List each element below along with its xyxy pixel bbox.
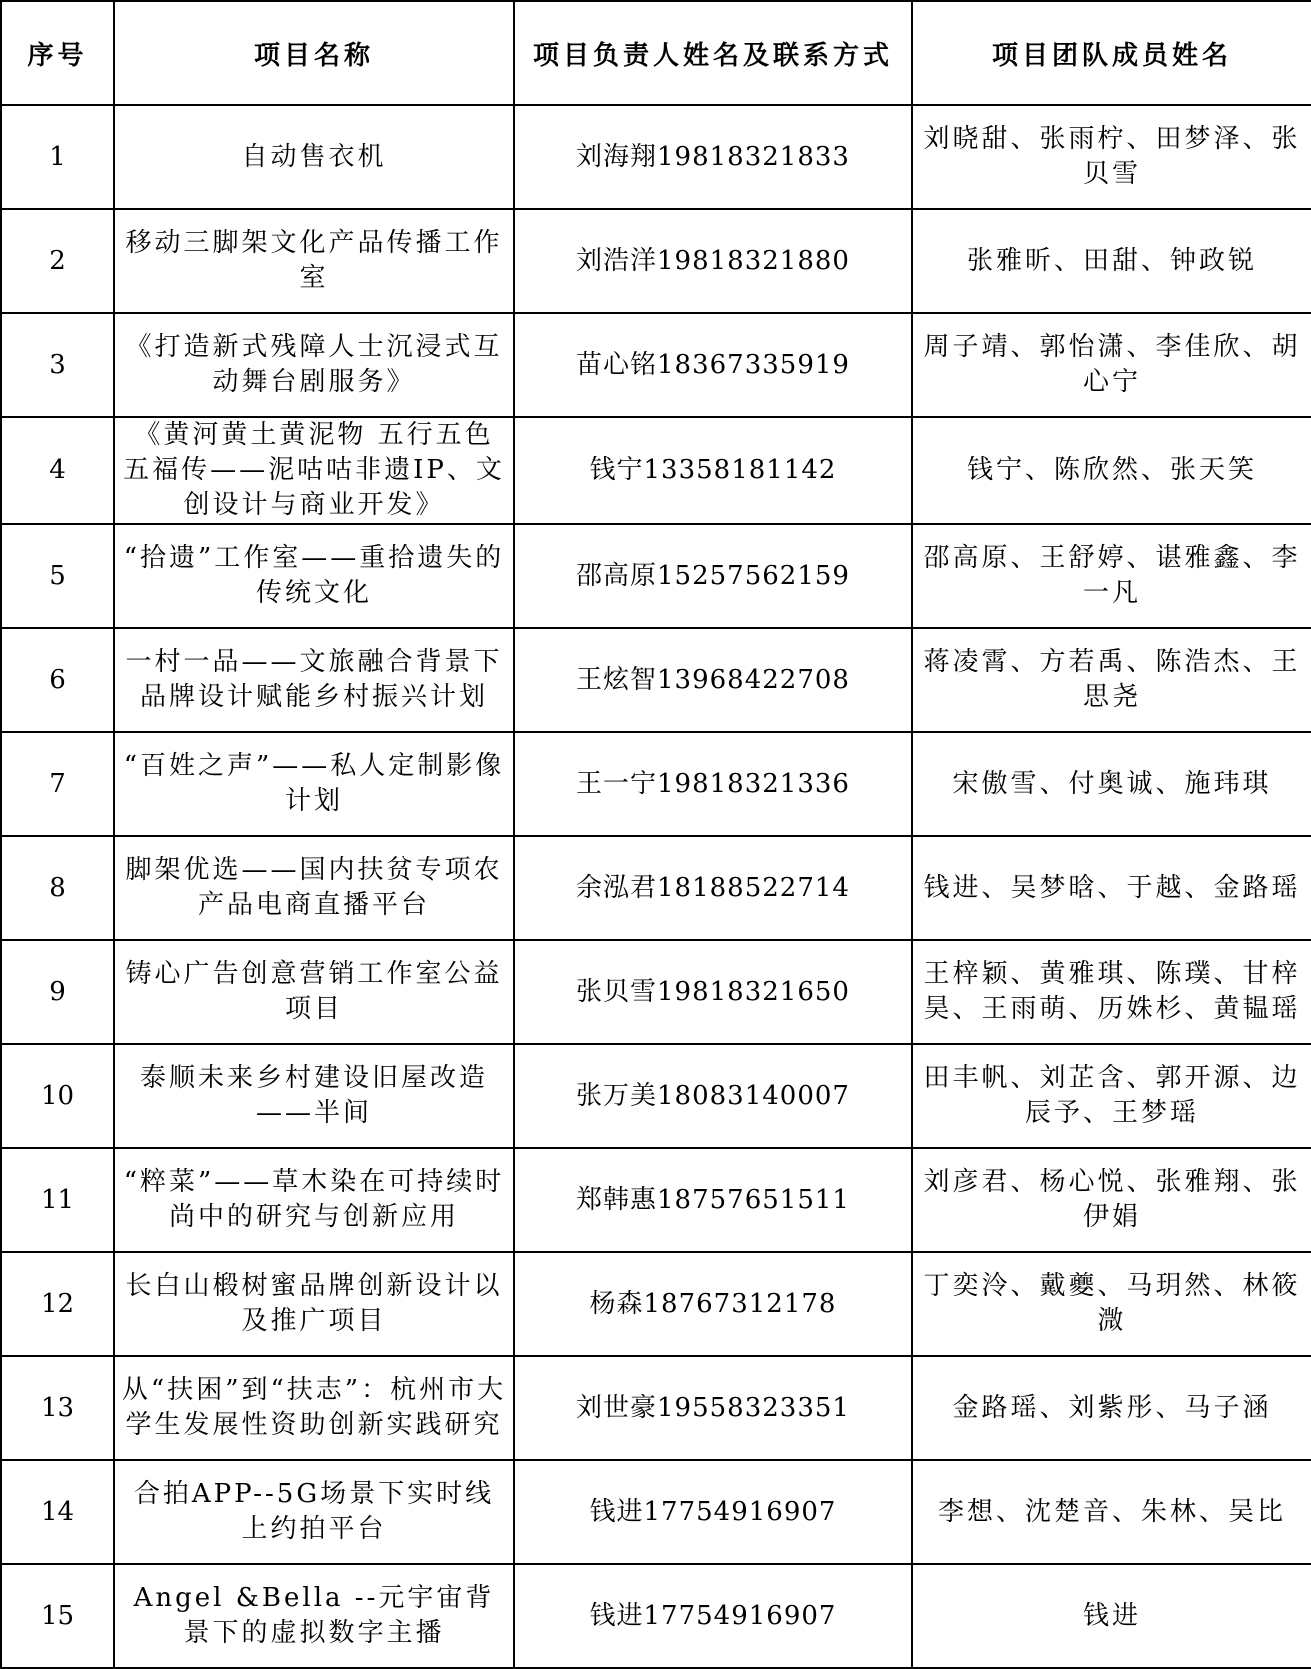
- team-members: 田丰帆、刘芷含、郭开源、边辰予、王梦瑶: [912, 1044, 1311, 1148]
- leader-contact: 郑韩惠18757651511: [514, 1148, 912, 1252]
- serial-number: 14: [1, 1460, 114, 1564]
- table-row: [1, 732, 1311, 836]
- team-members: 王梓颖、黄雅琪、陈璞、甘梓昊、王雨萌、历姝杉、黄韫瑶: [912, 940, 1311, 1044]
- team-members: 周子靖、郭怡潇、李佳欣、胡心宁: [912, 313, 1311, 417]
- project-name: “拾遗”工作室——重拾遗失的传统文化: [114, 524, 514, 628]
- team-members: 钱进、吴梦晗、于越、金路瑶: [912, 836, 1311, 940]
- leader-contact: 邵高原15257562159: [514, 524, 912, 628]
- serial-number: 5: [1, 524, 114, 628]
- leader-contact: 杨森18767312178: [514, 1252, 912, 1356]
- serial-number: 12: [1, 1252, 114, 1356]
- team-members: 宋傲雪、付奥诚、施玮琪: [912, 732, 1311, 836]
- team-members: 李想、沈楚音、朱林、吴比: [912, 1460, 1311, 1564]
- project-name: 《黄河黄土黄泥物 五行五色五福传——泥咕咕非遗IP、文创设计与商业开发》: [114, 417, 514, 524]
- header-row: [1, 1, 1311, 105]
- leader-contact: 刘海翔19818321833: [514, 105, 912, 209]
- table-row: [1, 524, 1311, 628]
- serial-number: 15: [1, 1564, 114, 1668]
- serial-number: 4: [1, 417, 114, 524]
- serial-number: 11: [1, 1148, 114, 1252]
- project-name: 《打造新式残障人士沉浸式互动舞台剧服务》: [114, 313, 514, 417]
- leader-contact: 王炫智13968422708: [514, 628, 912, 732]
- table-row: [1, 1356, 1311, 1460]
- leader-contact: 刘世豪19558323351: [514, 1356, 912, 1460]
- project-name: “粹菜”——草木染在可持续时尚中的研究与创新应用: [114, 1148, 514, 1252]
- serial-number: 13: [1, 1356, 114, 1460]
- project-name: “百姓之声”——私人定制影像计划: [114, 732, 514, 836]
- table-row: [1, 940, 1311, 1044]
- table-row: [1, 1252, 1311, 1356]
- team-members: 邵高原、王舒婷、谌雅鑫、李一凡: [912, 524, 1311, 628]
- serial-number: 3: [1, 313, 114, 417]
- team-members: 刘彦君、杨心悦、张雅翔、张伊娟: [912, 1148, 1311, 1252]
- serial-number: 9: [1, 940, 114, 1044]
- table-row: [1, 1460, 1311, 1564]
- table-row: [1, 313, 1311, 417]
- project-name: 自动售衣机: [114, 105, 514, 209]
- leader-contact: 刘浩洋19818321880: [514, 209, 912, 313]
- leader-contact: 钱宁13358181142: [514, 417, 912, 524]
- table-row: [1, 1148, 1311, 1252]
- serial-number: 10: [1, 1044, 114, 1148]
- project-name: 从“扶困”到“扶志”：杭州市大学生发展性资助创新实践研究: [114, 1356, 514, 1460]
- leader-contact: 钱进17754916907: [514, 1460, 912, 1564]
- leader-contact: 张万美18083140007: [514, 1044, 912, 1148]
- leader-contact: 余泓君18188522714: [514, 836, 912, 940]
- header-team-members: 项目团队成员姓名: [912, 1, 1311, 105]
- project-name: 泰顺未来乡村建设旧屋改造——半间: [114, 1044, 514, 1148]
- team-members: 钱宁、陈欣然、张天笑: [912, 417, 1311, 524]
- team-members: 金路瑶、刘紫彤、马子涵: [912, 1356, 1311, 1460]
- table-row: [1, 1564, 1311, 1668]
- table-row: [1, 209, 1311, 313]
- project-name: 铸心广告创意营销工作室公益项目: [114, 940, 514, 1044]
- serial-number: 2: [1, 209, 114, 313]
- table-row: [1, 1044, 1311, 1148]
- serial-number: 1: [1, 105, 114, 209]
- header-leader-contact: 项目负责人姓名及联系方式: [514, 1, 912, 105]
- team-members: 钱进: [912, 1564, 1311, 1668]
- table-row: [1, 836, 1311, 940]
- serial-number: 8: [1, 836, 114, 940]
- serial-number: 7: [1, 732, 114, 836]
- leader-contact: 钱进17754916907: [514, 1564, 912, 1668]
- table-row: [1, 105, 1311, 209]
- project-name: 长白山椴树蜜品牌创新设计以及推广项目: [114, 1252, 514, 1356]
- header-serial-number: 序号: [1, 1, 114, 105]
- table-row: [1, 417, 1311, 524]
- project-name: 合拍APP--5G场景下实时线上约拍平台: [114, 1460, 514, 1564]
- team-members: 刘晓甜、张雨柠、田梦泽、张贝雪: [912, 105, 1311, 209]
- project-name: 移动三脚架文化产品传播工作室: [114, 209, 514, 313]
- leader-contact: 张贝雪19818321650: [514, 940, 912, 1044]
- team-members: 丁奕泠、戴夔、马玥然、林筱溦: [912, 1252, 1311, 1356]
- table-row: [1, 628, 1311, 732]
- header-project-name: 项目名称: [114, 1, 514, 105]
- leader-contact: 王一宁19818321336: [514, 732, 912, 836]
- serial-number: 6: [1, 628, 114, 732]
- project-name: 脚架优选——国内扶贫专项农产品电商直播平台: [114, 836, 514, 940]
- project-name: 一村一品——文旅融合背景下品牌设计赋能乡村振兴计划: [114, 628, 514, 732]
- project-name: Angel &Bella --元宇宙背景下的虚拟数字主播: [114, 1564, 514, 1668]
- leader-contact: 苗心铭18367335919: [514, 313, 912, 417]
- team-members: 张雅昕、田甜、钟政锐: [912, 209, 1311, 313]
- team-members: 蒋凌霄、方若禹、陈浩杰、王思尧: [912, 628, 1311, 732]
